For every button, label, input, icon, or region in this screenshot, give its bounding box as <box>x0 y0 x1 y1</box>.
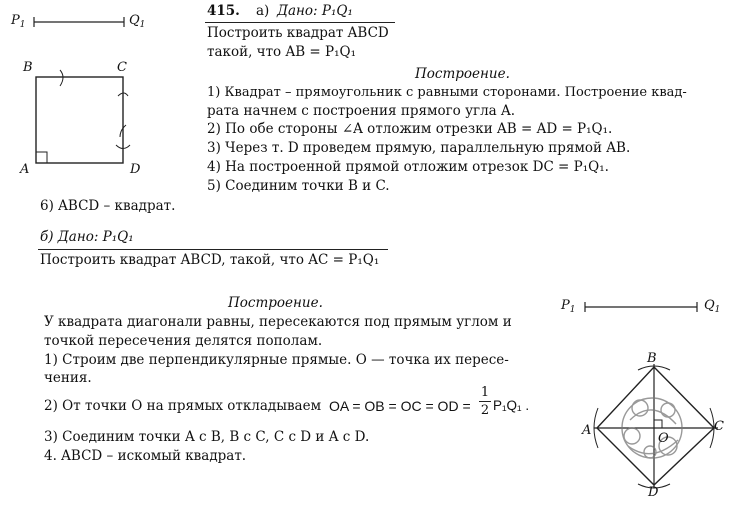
part-a-task-line2: такой, что AB = P₁Q₁ <box>207 44 357 60</box>
part-b-step1-line2: чения. <box>44 370 92 386</box>
fraction-denominator: 2 <box>480 403 490 418</box>
label-a-b: A <box>582 423 592 438</box>
part-a-step1-line1: 1) Квадрат – прямоугольник с равными сторонами. Построение квад- <box>207 85 687 100</box>
part-b-step3: 3) Соединим точки A с B, B с C, C с D и A с D. <box>44 429 370 445</box>
part-a-marker: а) <box>256 3 270 19</box>
part-a-step5: 5) Соединим точки B и C. <box>207 178 390 194</box>
part-b-step4: 4. ABCD – искомый квадрат. <box>44 448 247 464</box>
label-b-a: B <box>23 60 33 75</box>
label-p1-a: $P_1$ <box>11 13 26 30</box>
label-a-a: A <box>20 162 30 177</box>
label-d-a: D <box>130 162 141 177</box>
square-abcd-b <box>597 367 714 485</box>
label-b-b: B <box>647 351 657 366</box>
part-b-step2-prefix: 2) От точки O на прямых откладываем <box>44 398 322 414</box>
part-b-construction-title: Построение. <box>228 295 323 311</box>
square-abcd-a <box>36 77 123 163</box>
part-a-step2: 2) По обе стороны ∠A отложим отрезки AB = AD = P₁Q₁. <box>207 121 613 137</box>
part-b-intro-line2: точкой пересечения делятся пополам. <box>44 333 323 349</box>
right-angle-mark <box>36 152 47 163</box>
part-a-step4: 4) На построенной прямой отложим отрезок DC = P₁Q₁. <box>207 159 609 175</box>
given-underline-b <box>38 249 388 250</box>
part-b-step2-formula: OA = OB = OC = OD = <box>329 398 471 414</box>
given-underline-a <box>205 22 395 23</box>
part-b-step2-suffix: P₁Q₁ . <box>493 398 530 413</box>
label-c-b: C <box>714 419 724 434</box>
part-b-step1-line1: 1) Строим две перпендикулярные прямые. O — точка их пересе- <box>44 352 509 368</box>
label-c-a: C <box>117 60 127 75</box>
fraction-numerator: 1 <box>480 385 490 400</box>
part-b-task: Построить квадрат ABCD, такой, что AC = P₁Q₁ <box>40 252 380 268</box>
part-a-given: Дано: P₁Q₁ <box>277 3 353 19</box>
label-o-b: O <box>658 431 669 446</box>
label-p1-b: $P_1$ <box>561 298 576 315</box>
part-a-task-line1: Построить квадрат ABCD <box>207 25 389 41</box>
part-a-construction-title: Построение. <box>415 66 510 82</box>
part-a-step1-line2: рата начнем с построения прямого угла A. <box>207 103 516 119</box>
problem-number: 415. <box>207 3 240 19</box>
label-q1-a: $Q_1$ <box>129 13 146 30</box>
part-b-intro-line1: У квадрата диагонали равны, пересекаются под прямым углом и <box>44 314 512 330</box>
part-a-step3: 3) Через т. D проведем прямую, параллельную прямой AB. <box>207 140 631 156</box>
part-b-given: б) Дано: P₁Q₁ <box>40 229 134 245</box>
part-a-result: 6) ABCD – квадрат. <box>40 198 176 214</box>
label-q1-b: $Q_1$ <box>704 298 721 315</box>
arc-b <box>60 70 63 86</box>
label-d-b: D <box>648 485 659 500</box>
fraction-bar <box>479 401 491 402</box>
